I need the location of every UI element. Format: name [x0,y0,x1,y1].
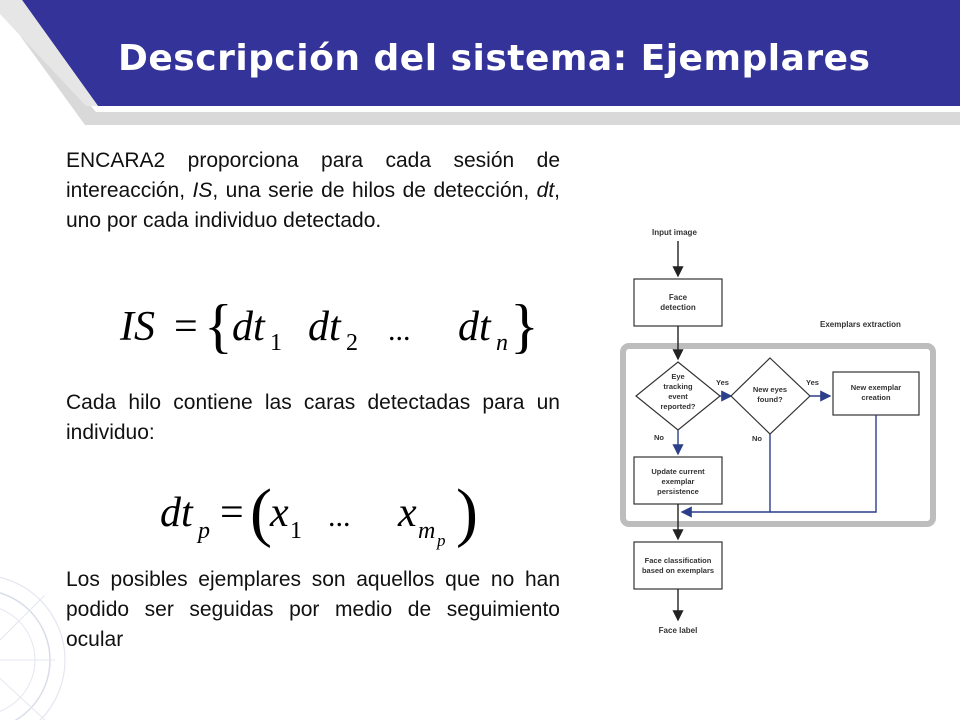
svg-text:based on exemplars: based on exemplars [641,566,715,575]
formula2-lhs-sub: p [198,518,210,544]
formula2-term-1-sub: 1 [290,518,302,544]
formula1-term-2-sub: 2 [346,330,358,356]
intro-text-1: ENCARA2 proporciona para cada sesión de intereacción, [66,149,560,202]
formula1-term-1-sub: 1 [270,330,282,356]
formula1-term-n-base: dt [458,304,491,350]
formula2-term-m-base: x [398,490,417,536]
svg-text:tracking: tracking [663,382,693,391]
svg-text:found?: found? [757,395,783,404]
svg-text:persistence: persistence [657,487,699,496]
formula1-equals: = [174,304,198,350]
new-exemplar-box [833,372,919,415]
yes-label-1: Yes [716,378,729,387]
formula1-left-brace: { [204,293,233,359]
formula1-term-2-base: dt [308,304,341,350]
face-label-output: Face label [658,626,698,635]
formula2-lhs-base: dt [160,490,193,536]
face-classification-box [634,542,722,589]
formula1-lhs: IS [120,304,155,350]
yes-label-2: Yes [806,378,819,387]
svg-text:Update current: Update current [651,467,705,476]
intro-paragraph [66,146,560,236]
formula2-ellipsis: ... [328,500,351,533]
svg-text:event: event [668,392,688,401]
formula2-left-paren: ( [250,476,272,549]
svg-text:New eyes: New eyes [752,385,788,394]
thread-paragraph: Cada hilo contiene las caras detectadas para un individuo: [66,391,560,444]
intro-text-2: , una serie de hilos de detección, [212,179,537,202]
intro-term-is: IS [192,179,213,202]
formula1-term-n-sub: n [496,330,508,356]
intro-text-3: , uno por cada individuo detectado. [66,179,560,232]
update-persistence-box [634,457,722,504]
input-image-label: Input image [652,228,697,237]
formula2-equals: = [220,490,244,536]
formula1-term-1-base: dt [232,304,265,350]
face-detection-box [634,279,722,326]
formula-is-set [112,293,539,360]
formula2-term-1-base: x [270,490,289,536]
svg-text:creation: creation [861,393,891,402]
formula1-right-brace: } [510,293,539,359]
svg-text:Face: Face [668,293,688,302]
exemplars-paragraph: Los posibles ejemplares son aquellos que no han podido ser seguidas por medio de seguimiento ocular [66,568,560,651]
slide-title: Descripción del sistema: Ejemplares [118,38,871,79]
svg-text:New exemplar: New exemplar [850,383,902,392]
formula1-ellipsis: ... [388,314,411,347]
exemplars-extraction-label: Exemplars extraction [820,320,901,329]
formula-dt-tuple [158,476,488,554]
formula2-right-paren: ) [456,476,478,549]
svg-text:detection: detection [660,303,696,312]
svg-text:Face classification: Face classification [644,556,712,565]
formula2-term-m-sub: m [418,518,436,544]
svg-text:Eye: Eye [671,372,685,381]
no-label-2: No [752,434,762,443]
exemplars-flowchart [600,215,950,645]
svg-text:reported?: reported? [660,402,696,411]
formula2-term-m-subsub: p [437,531,446,550]
intro-term-dt: dt [536,179,555,202]
no-label-1: No [654,433,664,442]
svg-text:exemplar: exemplar [661,477,695,486]
